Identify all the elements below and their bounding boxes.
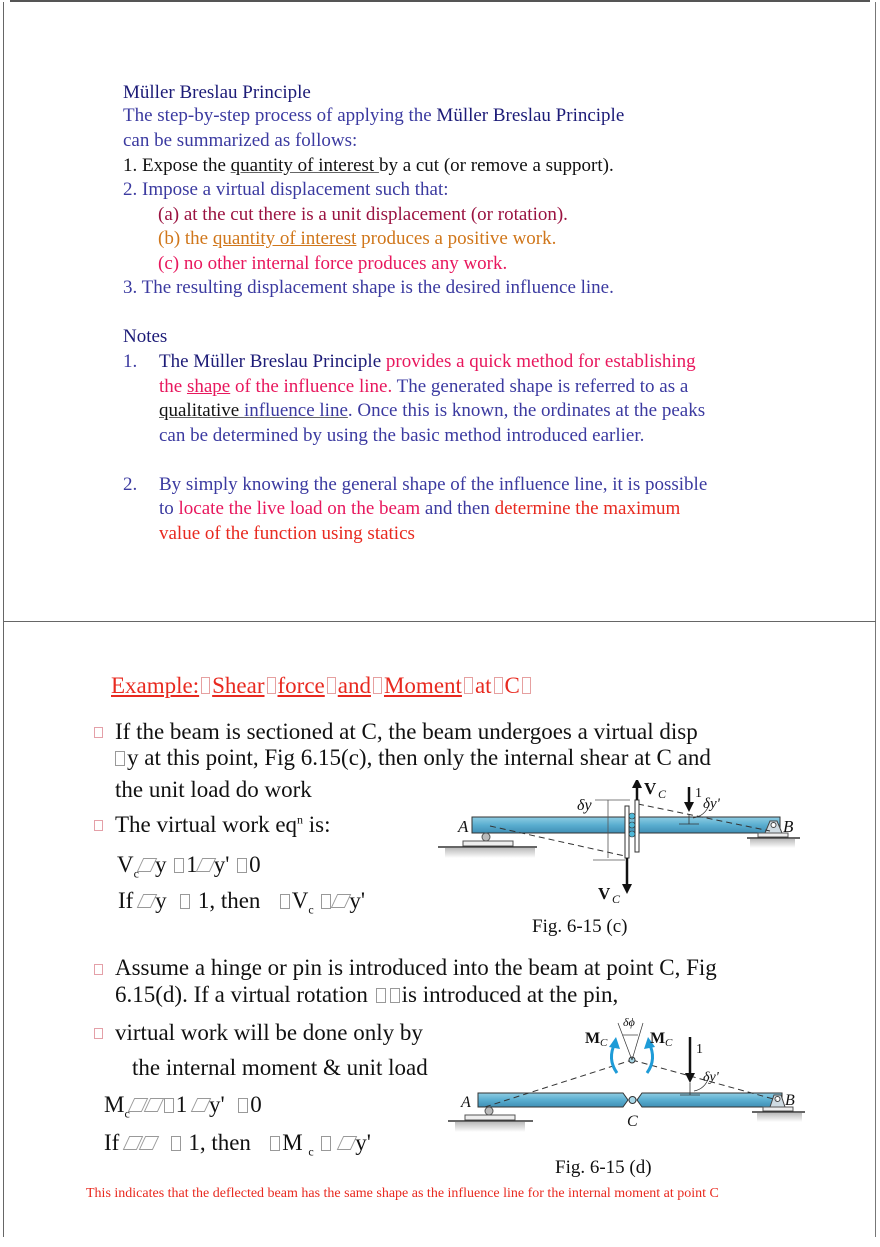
intro-line-1: The step-by-step process of applying the Müller Breslau Principle — [123, 105, 625, 126]
svg-text:A: A — [458, 817, 469, 836]
bullet-1-line-2: y at this point, Fig 6.15(c), then only the internal shear at C and — [115, 746, 711, 769]
svg-text:C: C — [658, 787, 667, 801]
slide-divider — [3, 621, 876, 622]
bullet-1-line-3: the unit load do work — [115, 777, 312, 802]
page-border-left — [3, 2, 4, 1237]
note-2-line-3: value of the function using statics — [159, 523, 415, 544]
slide-title: Müller Breslau Principle — [123, 82, 311, 103]
bullet-icon — [94, 820, 103, 831]
svg-text:δy': δy' — [703, 796, 720, 812]
equation-shear-work: $V_c$ y 1 y' 0 — [117, 852, 261, 881]
svg-text:δy: δy — [577, 797, 592, 814]
example-title: Example: Shear force and Moment at C — [111, 674, 533, 697]
note-1-line-3: qualitative influence line. Once this is known, the ordinates at the peaks — [159, 400, 706, 421]
svg-text:B: B — [785, 1092, 795, 1109]
bullet-icon — [94, 964, 103, 975]
svg-text:V: V — [598, 884, 611, 903]
note-2-number: 2. — [123, 474, 138, 495]
bullet-2: The virtual work $eq^n$ is: — [115, 812, 331, 837]
bullet-1-line-1: If the beam is sectioned at C, the beam undergoes a virtual disp — [115, 719, 698, 744]
bullet-4-line-1: virtual work will be done only by — [115, 1020, 423, 1045]
step-2c: (c) no other internal force produces any work. — [158, 253, 508, 274]
step-2: 2. Impose a virtual displacement such that: — [123, 179, 449, 200]
svg-text:V: V — [644, 780, 657, 798]
note-2-line-1: By simply knowing the general shape of the influence line, it is possible — [159, 474, 708, 495]
intro-line-2: can be summarized as follows: — [123, 130, 358, 151]
figure-d-caption: Fig. 6-15 (d) — [555, 1157, 652, 1178]
equation-moment-work: $M_c$ 1 y' 0 — [104, 1092, 262, 1121]
equation-shear-result: If y 1, then $V_c$ y' — [118, 888, 366, 917]
bullet-icon — [94, 1028, 103, 1039]
figure-6-15d-moment-diagram — [445, 1015, 820, 1155]
footnote: This indicates that the deflected beam has the same shape as the influence line for the internal moment at point C — [86, 1186, 719, 1201]
svg-text:B: B — [783, 817, 794, 836]
bullet-3-line-1: Assume a hinge or pin is introduced into the beam at point C, Fig — [115, 955, 717, 980]
equation-moment-result: If 1, then M $_c$ y' — [104, 1130, 371, 1159]
svg-text:1: 1 — [695, 786, 702, 801]
note-1-line-1: The Müller Breslau Principle provides a quick method for establishing — [159, 351, 696, 372]
note-2-line-2: to locate the live load on the beam and then determine the maximum — [159, 498, 681, 519]
step-2a: (a) at the cut there is a unit displacement (or rotation). — [158, 204, 568, 225]
svg-text:C: C — [627, 1113, 638, 1130]
figure-c-caption: Fig. 6-15 (c) — [532, 916, 628, 937]
svg-text:C: C — [612, 892, 621, 906]
page-border-top — [10, 0, 870, 2]
svg-text:A: A — [461, 1094, 471, 1111]
step-3: 3. The resulting displacement shape is the desired influence line. — [123, 277, 614, 298]
svg-text:1: 1 — [696, 1042, 703, 1057]
bullet-icon — [94, 727, 103, 738]
page-border-right — [875, 2, 876, 1237]
svg-text:M: M — [650, 1030, 666, 1047]
svg-text:C: C — [665, 1037, 673, 1049]
note-1-line-2: the shape of the influence line. The generated shape is referred to as a — [159, 376, 689, 397]
svg-text:C: C — [600, 1037, 608, 1049]
notes-heading: Notes — [123, 326, 168, 347]
bullet-3-line-2: 6.15(d). If a virtual rotation is introduced at the pin, — [115, 982, 619, 1007]
bullet-4-line-2: the internal moment & unit load — [132, 1055, 428, 1080]
svg-text:M: M — [585, 1030, 601, 1047]
svg-text:δy': δy' — [703, 1070, 719, 1085]
step-1: 1. Expose the quantity of interest by a cut (or remove a support). — [123, 155, 614, 176]
note-1-line-4: can be determined by using the basic method introduced earlier. — [159, 425, 645, 446]
note-1-number: 1. — [123, 351, 138, 372]
svg-text:δϕ: δϕ — [623, 1015, 635, 1029]
step-2b: (b) the quantity of interest produces a positive work. — [158, 228, 557, 249]
